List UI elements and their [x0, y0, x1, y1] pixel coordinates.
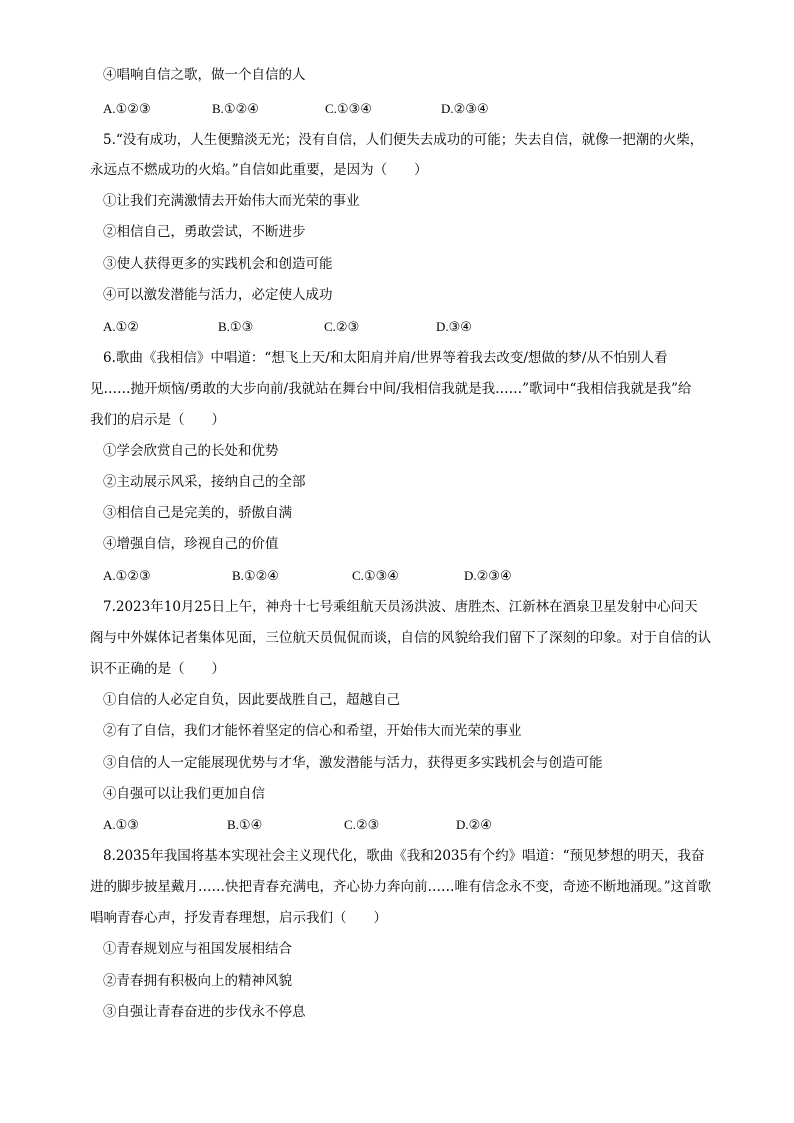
- q6-stem-line-1: 6.歌曲《我相信》中唱道：“想飞上天/和太阳肩并肩/世界等着我去改变/想做的梦/从不怕别人看: [103, 350, 668, 366]
- q5-stem-line-2: 永远点不燃成功的火焰。”自信如此重要，是因为（ ）: [90, 162, 428, 178]
- q8-item-3: ③自强让青春奋进的步伐永不停息: [103, 1004, 306, 1020]
- q5-option-b: B.①③: [218, 319, 254, 334]
- q6-item-1: ①学会欣赏自己的长处和优势: [103, 443, 279, 459]
- q8-stem-line-3: 唱响青春心声，抒发青春理想，启示我们（ ）: [90, 910, 387, 926]
- q7-stem-line-2: 阁与中外媒体记者集体见面，三位航天员侃侃而谈，自信的风貌给我们留下了深刻的印象。对于自信的认: [90, 630, 711, 646]
- q6-option-d: D.②③④: [464, 568, 512, 583]
- q5-option-c: C.②③: [324, 319, 360, 334]
- q7-option-d: D.②④: [456, 817, 492, 832]
- q7-item-1: ①自信的人必定自负，因此要战胜自己，超越自己: [103, 692, 400, 708]
- q4-option-a: A.①②③: [103, 101, 151, 116]
- q6-item-3: ③相信自己是完美的，骄傲自满: [103, 505, 292, 521]
- q7-item-3: ③自信的人一定能展现优势与才华，激发潜能与活力，获得更多实践机会与创造可能: [103, 755, 603, 771]
- q8-stem-line-1: 8.2035年我国将基本实现社会主义现代化，歌曲《我和2035有个约》唱道：“预见梦想的明天，我奋: [103, 848, 705, 864]
- q8-stem-line-2: 进的脚步披星戴月……快把青春充满电，齐心协力奔向前……唯有信念永不变，奇迹不断地涌现。”这首歌: [90, 879, 712, 895]
- q6-item-4: ④增强自信，珍视自己的价值: [103, 536, 279, 552]
- q7-item-2: ②有了自信，我们才能怀着坚定的信心和希望，开始伟大而光荣的事业: [103, 723, 522, 739]
- q6-stem-line-3: 我们的启示是（ ）: [90, 412, 225, 428]
- q4-option-c: C.①③④: [325, 101, 372, 116]
- q7-item-4: ④自强可以让我们更加自信: [103, 786, 265, 802]
- q7-stem-line-1: 7.2023年10月25日上午，神舟十七号乘组航天员汤洪波、唐胜杰、江新林在酒泉卫星发射中心问天: [103, 599, 698, 615]
- q5-item-3: ③使人获得更多的实践机会和创造可能: [103, 256, 333, 272]
- q4-option-d: D.②③④: [441, 101, 489, 116]
- q5-item-4: ④可以激发潜能与活力，必定使人成功: [103, 287, 333, 303]
- q6-option-a: A.①②③: [103, 568, 151, 583]
- q6-item-2: ②主动展示风采，接纳自己的全部: [103, 474, 306, 490]
- q5-item-2: ②相信自己，勇敢尝试，不断进步: [103, 224, 306, 240]
- q6-stem-line-2: 见……抛开烦恼/勇敢的大步向前/我就站在舞台中间/我相信我就是我……”歌词中“我相信我就是我”给: [90, 381, 692, 397]
- q6-option-c: C.①③④: [352, 568, 399, 583]
- q4-option-b: B.①②④: [212, 101, 259, 116]
- q7-option-a: A.①③: [103, 817, 139, 832]
- q4-item-4: ④唱响自信之歌，做一个自信的人: [103, 67, 306, 83]
- q5-option-d: D.③④: [436, 319, 472, 334]
- q6-option-b: B.①②④: [232, 568, 279, 583]
- q5-item-1: ①让我们充满激情去开始伟大而光荣的事业: [103, 193, 360, 209]
- q7-stem-line-3: 识不正确的是（ ）: [90, 661, 225, 677]
- q5-stem-line-1: 5.“没有成功，人生便黯淡无光；没有自信，人们便失去成功的可能；失去自信，就像一把潮的火柴，: [103, 132, 704, 148]
- q8-item-1: ①青春规划应与祖国发展相结合: [103, 941, 292, 957]
- q5-option-a: A.①②: [103, 319, 139, 334]
- q8-item-2: ②青春拥有积极向上的精神风貌: [103, 973, 292, 989]
- q7-option-b: B.①④: [227, 817, 263, 832]
- q7-option-c: C.②③: [344, 817, 380, 832]
